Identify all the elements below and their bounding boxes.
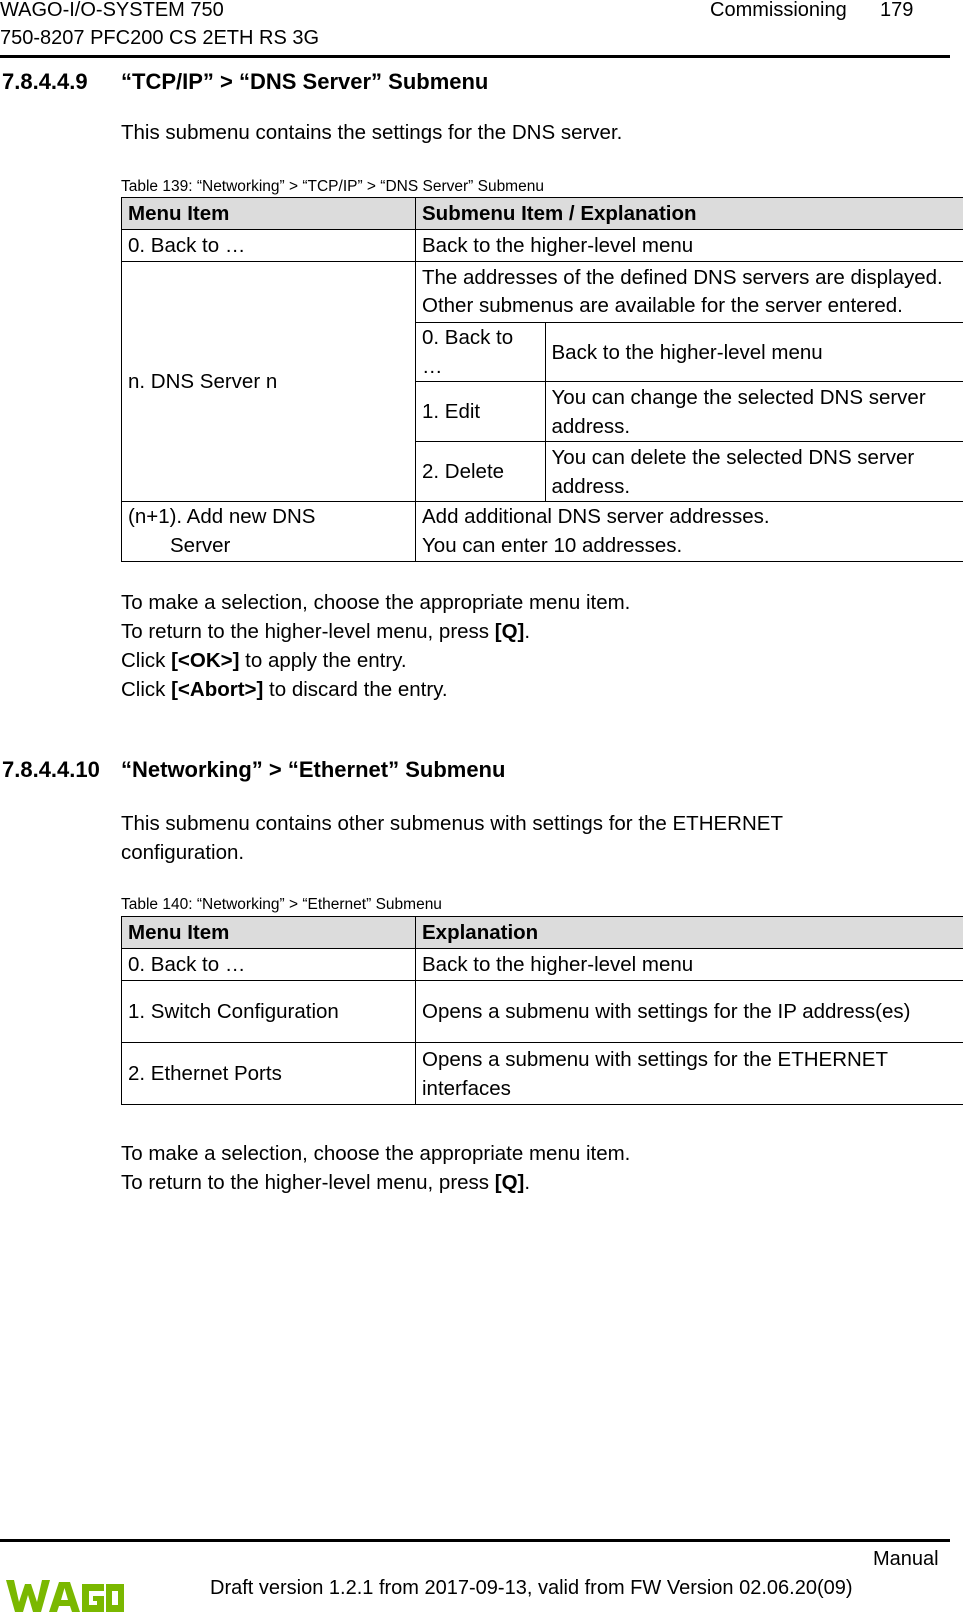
key-label: [<OK>] [171, 649, 239, 672]
instruction-text: To return to the higher-level menu, press [121, 1171, 495, 1194]
header-rule [0, 55, 950, 58]
section-number: 7.8.4.4.10 [2, 756, 100, 784]
table-caption: Table 140: “Networking” > “Ethernet” Submenu [121, 896, 442, 914]
table-row [122, 262, 963, 502]
column-header: Menu Item [122, 198, 416, 230]
dns-server-table [121, 197, 963, 562]
logo-letter-a [49, 1582, 80, 1612]
table-row [416, 323, 963, 382]
explanation-cell: Back to the higher-level menu [545, 323, 963, 382]
instruction-text: To return to the higher-level menu, press [121, 620, 495, 643]
intro-line: configuration. [121, 838, 783, 867]
table-row [122, 501, 963, 561]
section-intro [121, 809, 783, 867]
logo-letter-g [82, 1584, 104, 1612]
instruction-text: Click [121, 649, 171, 672]
instruction-text: . [524, 620, 530, 643]
page-number: 179 [880, 0, 913, 24]
column-header: Menu Item [122, 917, 416, 949]
instruction-text: to apply the entry. [239, 649, 406, 672]
column-header: Explanation [416, 917, 963, 949]
table-row [122, 981, 963, 1043]
explanation-cell: Back to the higher-level menu [416, 949, 963, 981]
menu-item-cell: 1. Switch Configuration [122, 981, 416, 1043]
menu-item-cell: 1. Edit [416, 382, 545, 442]
footer-rule [0, 1539, 950, 1542]
wago-logo [0, 1570, 124, 1618]
explanation-cell: Back to the higher-level menu [416, 230, 963, 262]
logo-letter-o [106, 1584, 124, 1612]
section-title: “Networking” > “Ethernet” Submenu [121, 756, 505, 784]
key-label: [Q] [495, 620, 525, 643]
header-model: 750-8207 PFC200 CS 2ETH RS 3G [0, 24, 319, 52]
instruction-text: to discard the entry. [263, 678, 447, 701]
menu-item-cell: 2. Ethernet Ports [122, 1043, 416, 1105]
table-row [122, 1043, 963, 1105]
menu-item-cell: 2. Delete [416, 442, 545, 502]
instruction-line [121, 1168, 630, 1197]
menu-item-cell: 0. Back to … [122, 949, 416, 981]
intro-line: This submenu contains other submenus with settings for the ETHERNET [121, 809, 783, 838]
menu-item-cell [122, 501, 416, 561]
menu-item-line: (n+1). Add new DNS [128, 502, 409, 531]
instruction-line [121, 675, 630, 704]
section-number: 7.8.4.4.9 [2, 68, 88, 96]
explanation-cell [416, 501, 963, 561]
section-intro: This submenu contains the settings for the DNS server. [121, 118, 622, 147]
logo-letter-w [6, 1580, 50, 1612]
explanation-line: You can enter 10 addresses. [422, 531, 957, 560]
section-title: “TCP/IP” > “DNS Server” Submenu [121, 68, 488, 96]
nested-submenu-table [416, 322, 963, 502]
ethernet-submenu-table [121, 916, 963, 1105]
explanation-cell: You can change the selected DNS server address. [545, 382, 963, 442]
instruction-text: . [524, 1171, 530, 1194]
explanation-text: The addresses of the defined DNS servers are displayed. Other submenus are available for the server entered. [416, 262, 963, 322]
table-row [122, 949, 963, 981]
instructions [121, 1139, 630, 1197]
explanation-line: Add additional DNS server addresses. [422, 502, 957, 531]
instruction-line [121, 617, 630, 646]
footer-manual: Manual [873, 1545, 939, 1573]
table-header-row [122, 917, 963, 949]
instruction-line: To make a selection, choose the appropriate menu item. [121, 588, 630, 617]
instructions [121, 588, 630, 704]
menu-item-line: Server [128, 531, 409, 560]
menu-item-cell: 0. Back to … [416, 323, 545, 382]
table-caption: Table 139: “Networking” > “TCP/IP” > “DNS Server” Submenu [121, 178, 544, 196]
header-product: WAGO-I/O-SYSTEM 750 [0, 0, 224, 24]
explanation-cell: Opens a submenu with settings for the ETHERNET interfaces [416, 1043, 963, 1105]
key-label: [<Abort>] [171, 678, 263, 701]
menu-item-cell: n. DNS Server n [122, 262, 416, 502]
column-header: Submenu Item / Explanation [416, 198, 963, 230]
table-row [416, 382, 963, 442]
footer-draft-version: Draft version 1.2.1 from 2017-09-13, valid from FW Version 02.06.20(09) [210, 1574, 853, 1602]
table-row [416, 442, 963, 502]
menu-item-cell: 0. Back to … [122, 230, 416, 262]
instruction-line [121, 646, 630, 675]
key-label: [Q] [495, 1171, 525, 1194]
instruction-line: To make a selection, choose the appropriate menu item. [121, 1139, 630, 1168]
table-header-row [122, 198, 963, 230]
instruction-text: Click [121, 678, 171, 701]
explanation-cell: Opens a submenu with settings for the IP address(es) [416, 981, 963, 1043]
table-row [122, 230, 963, 262]
explanation-cell: You can delete the selected DNS server address. [545, 442, 963, 502]
nested-cell [416, 262, 963, 502]
wago-logo-graphic [0, 1570, 124, 1618]
header-section: Commissioning [710, 0, 847, 24]
